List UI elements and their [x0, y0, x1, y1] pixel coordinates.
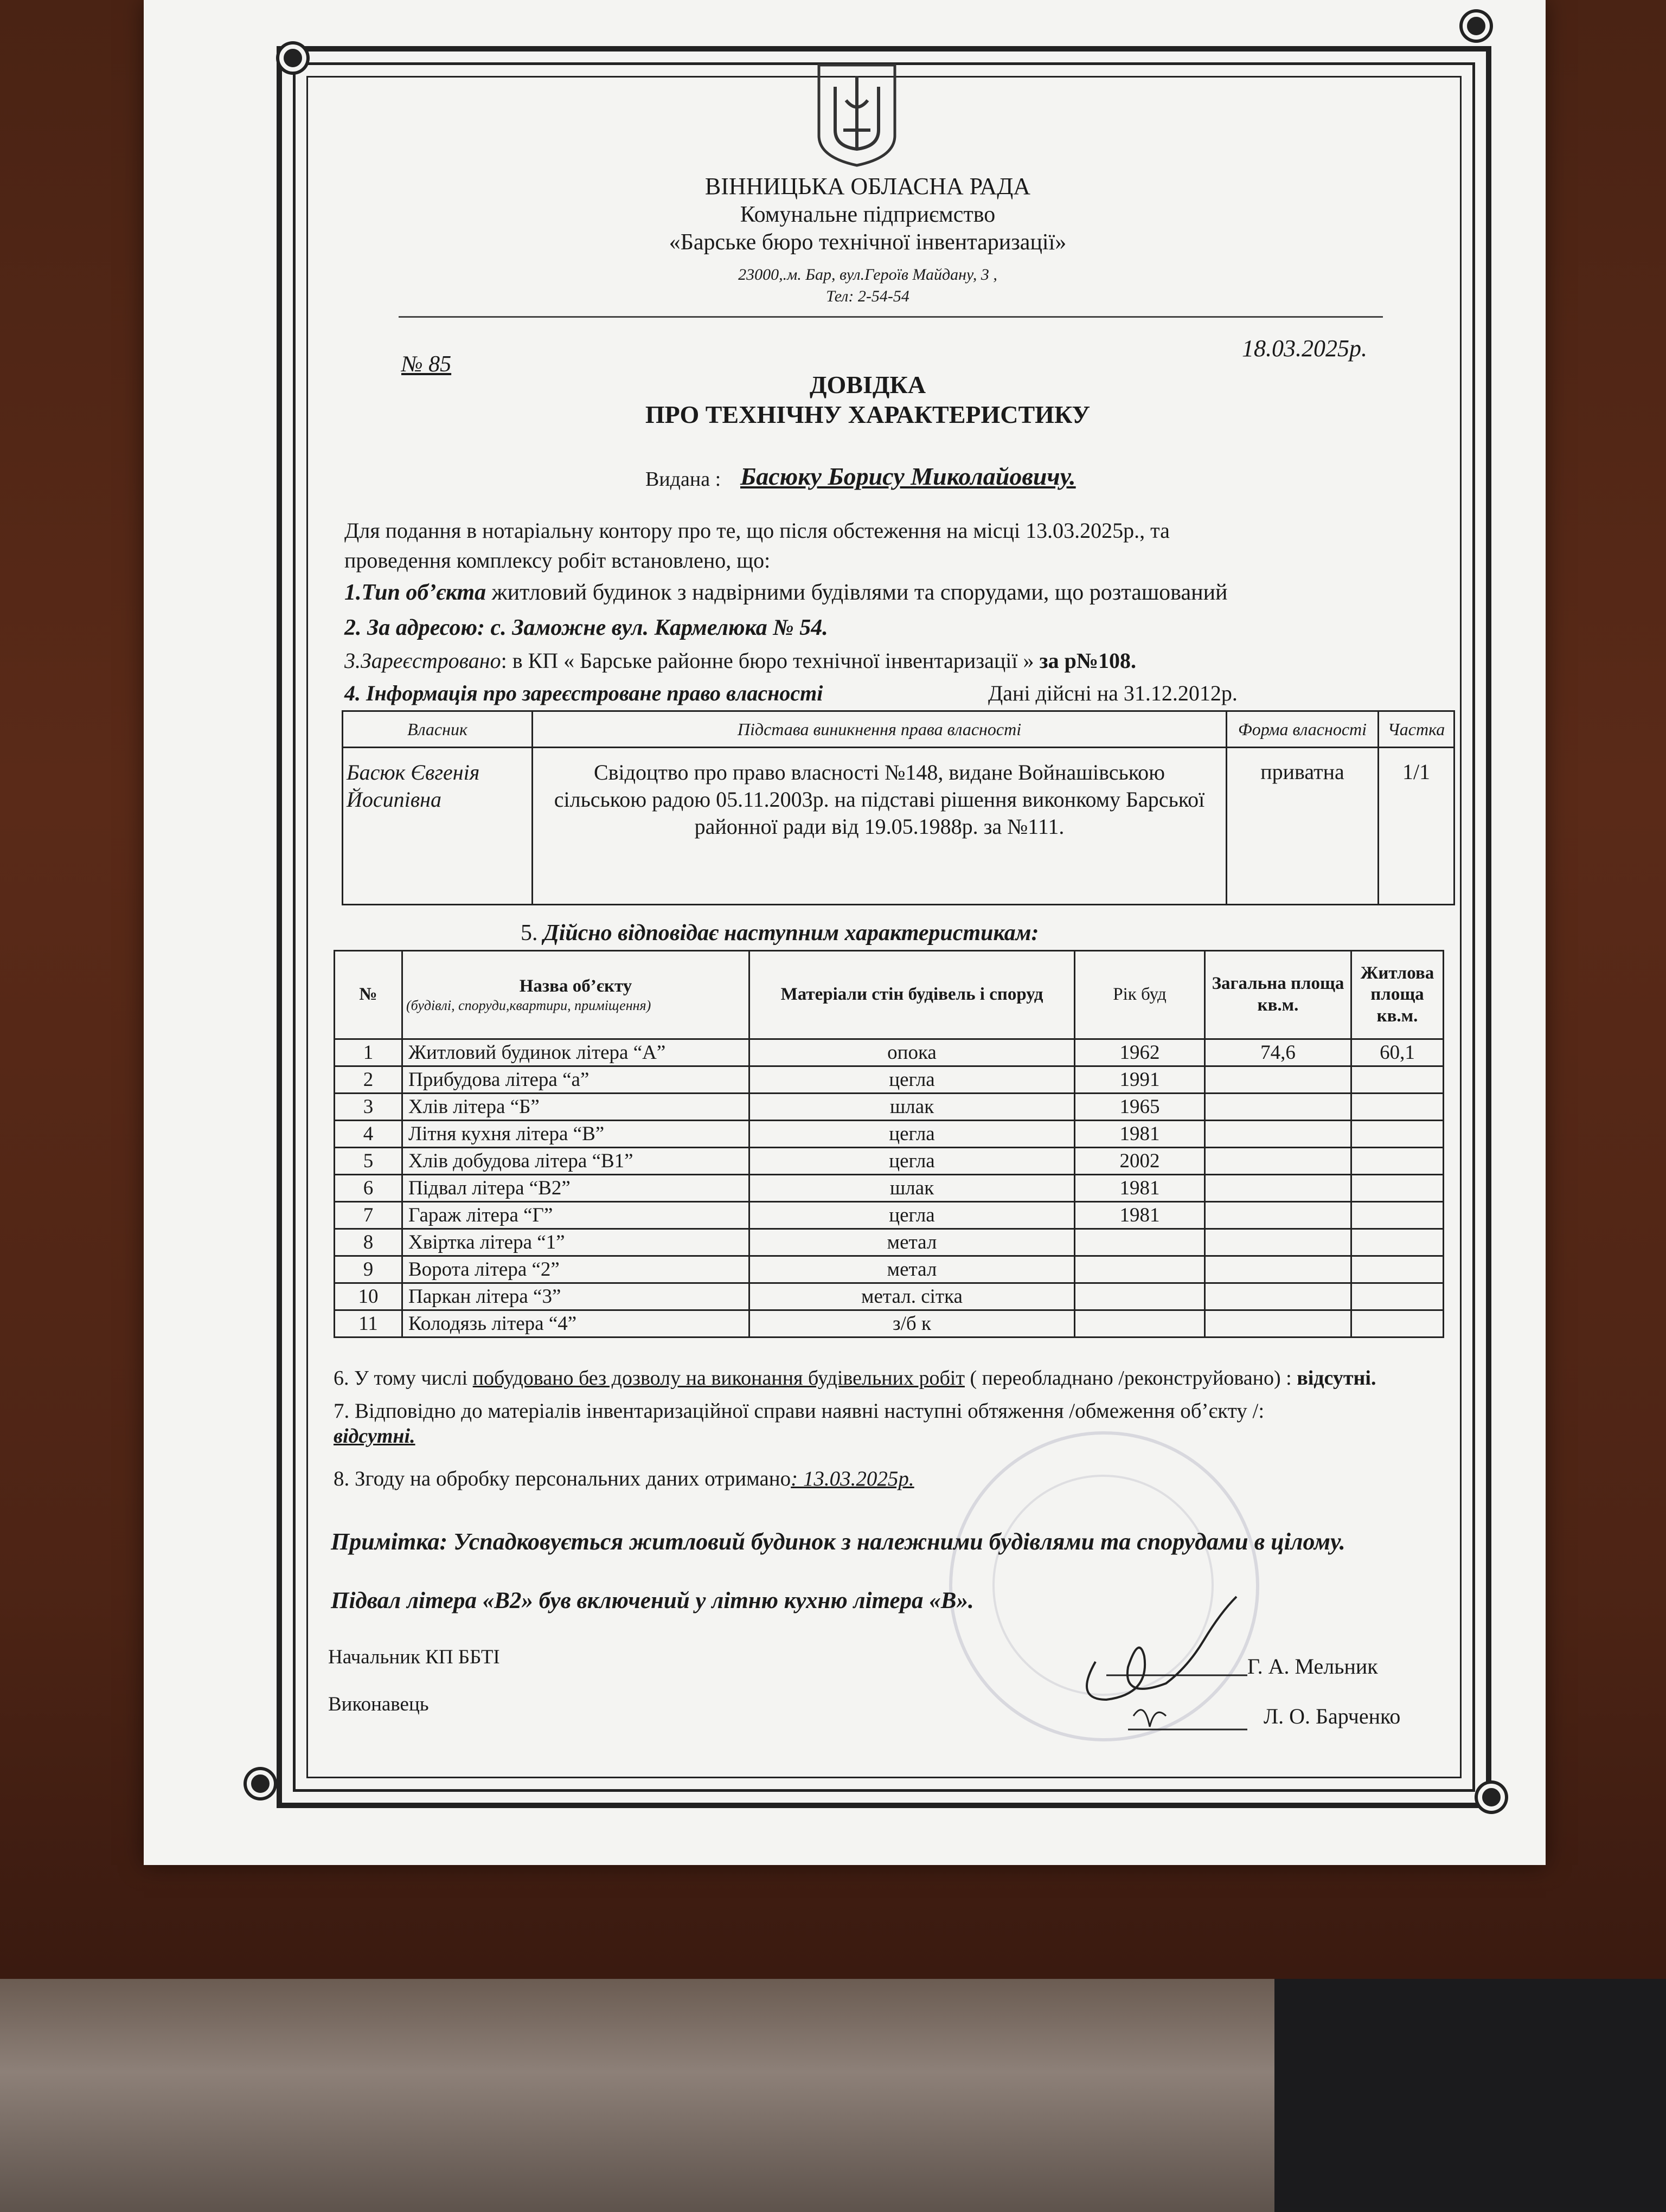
p7-value: відсутні.: [334, 1425, 415, 1448]
total-area: 74,6: [1205, 1039, 1351, 1066]
row-number: 10: [335, 1283, 402, 1310]
total-area: [1205, 1229, 1351, 1256]
note: [331, 1528, 1345, 1555]
enterprise-address: 23000,.м. Бар, вул.Героїв Майдану, 3 ,: [738, 266, 997, 284]
total-area: [1205, 1066, 1351, 1094]
ownership-header-row: [343, 711, 1454, 748]
p1-value: житловий будинок з надвірними будівлями та спорудами, що розташований: [491, 580, 1228, 605]
table-row: [335, 1039, 1444, 1066]
table-row: [335, 1148, 1444, 1175]
wall-material: метал: [749, 1229, 1075, 1256]
document-date: 18.03.2025р.: [1242, 335, 1367, 362]
frame-corner-icon: [279, 44, 306, 72]
table-row: [335, 1094, 1444, 1121]
document-title: ДОВІДКА: [809, 371, 926, 398]
wall-material: цегла: [749, 1202, 1075, 1229]
enterprise-phone: Тел: 2-54-54: [826, 287, 909, 305]
row-number: 7: [335, 1202, 402, 1229]
paragraph-8: [334, 1467, 914, 1492]
paragraph-7: 7. Відповідно до матеріалів інвентаризаційної справи наявні наступні обтяження /обмеження об’єкту /:: [334, 1399, 1265, 1423]
row-number: 1: [335, 1039, 402, 1066]
wall-material: опока: [749, 1039, 1075, 1066]
paragraph-1: [344, 579, 1228, 606]
total-area: [1205, 1310, 1351, 1338]
build-year: [1075, 1229, 1205, 1256]
document-number: № 85: [401, 352, 452, 377]
basis-header: Підстава виникнення права власності: [533, 711, 1227, 748]
wall-material: цегла: [749, 1148, 1075, 1175]
build-year: 1965: [1075, 1094, 1205, 1121]
wall-material: цегла: [749, 1121, 1075, 1148]
paragraph-3: [344, 648, 1136, 674]
document-subtitle: ПРО ТЕХНІЧНУ ХАРАКТЕРИСТИКУ: [645, 401, 1091, 428]
table-row: [335, 1066, 1444, 1094]
row-number: 3: [335, 1094, 402, 1121]
build-year: 1981: [1075, 1121, 1205, 1148]
objects-table: [334, 950, 1444, 1338]
build-year: 1981: [1075, 1202, 1205, 1229]
material-header: Матеріали стін будівель і споруд: [749, 951, 1075, 1039]
living-area: [1351, 1310, 1444, 1338]
living-area: [1351, 1175, 1444, 1202]
living-area: [1351, 1148, 1444, 1175]
frame-corner-icon: [1478, 1784, 1505, 1811]
table-row: [335, 1310, 1444, 1338]
total-area: [1205, 1202, 1351, 1229]
head-title: Начальник КП ББТІ: [328, 1646, 500, 1668]
p4-label: 4. Інформація про зареєстроване право власності: [344, 681, 823, 705]
living-area: [1351, 1283, 1444, 1310]
table-row: [335, 1229, 1444, 1256]
executor-title: Виконавець: [328, 1693, 429, 1715]
note-label: Примітка:: [331, 1528, 448, 1555]
build-year: 1981: [1075, 1175, 1205, 1202]
table-row: [335, 1283, 1444, 1310]
p3-label: 3.Зареєстровано: [344, 648, 501, 673]
table-row: [335, 1121, 1444, 1148]
wall-material: шлак: [749, 1175, 1075, 1202]
intro-line-1: Для подання в нотаріальну контору про те, що після обстеження на місці 13.03.2025р., та: [344, 518, 1170, 543]
p3-reg: за р№108.: [1039, 648, 1137, 673]
header-divider: [399, 316, 1383, 318]
object-name: Гараж літера “Г”: [402, 1202, 749, 1229]
issued-label: Видана :: [645, 468, 721, 491]
object-name: Паркан літера “3”: [402, 1283, 749, 1310]
object-name: Хлів літера “Б”: [402, 1094, 749, 1121]
total-area: [1205, 1256, 1351, 1283]
p6-post: ( переобладнано /реконструйовано) :: [970, 1367, 1292, 1390]
p6-underlined: побудовано без дозволу на виконання будівельних робіт: [472, 1367, 965, 1390]
row-number: 8: [335, 1229, 402, 1256]
name-header: [402, 951, 749, 1039]
paragraph-2: [344, 614, 828, 641]
p8-value: : 13.03.2025р.: [791, 1467, 914, 1490]
name-header-sub: (будівлі, споруди,квартири, приміщення): [406, 998, 651, 1014]
name-header-title: Назва об’єкту: [519, 976, 632, 996]
total-area: [1205, 1148, 1351, 1175]
owner-header: Власник: [343, 711, 533, 748]
object-name: Колодязь літера “4”: [402, 1310, 749, 1338]
council-name: ВІННИЦЬКА ОБЛАСНА РАДА: [704, 173, 1031, 200]
total-area-header: Загальна площа кв.м.: [1205, 951, 1351, 1039]
living-area: [1351, 1202, 1444, 1229]
paragraph-6: [334, 1366, 1376, 1391]
owner-name: Басюк Євгенія Йосипівна: [343, 748, 533, 905]
table-row: [335, 1202, 1444, 1229]
build-year: 1962: [1075, 1039, 1205, 1066]
wall-material: цегла: [749, 1066, 1075, 1094]
row-number: 9: [335, 1256, 402, 1283]
issued-to: Басюку Борису Миколайовичу.: [740, 462, 1076, 490]
living-area: [1351, 1066, 1444, 1094]
ownership-basis: Свідоцтво про право власності №148, видане Войнашівською сільською радою 05.11.2003р. на підставі рішення виконкому Барської районної ради від 19.05.1988р. за №111.: [533, 748, 1227, 905]
year-header: Рік буд: [1075, 951, 1205, 1039]
frame-corner-icon: [1463, 12, 1490, 40]
ownership-form: приватна: [1227, 748, 1379, 905]
ownership-table: [342, 710, 1455, 905]
p6-pre: 6. У тому числі: [334, 1367, 468, 1390]
living-area: 60,1: [1351, 1039, 1444, 1066]
living-area: [1351, 1121, 1444, 1148]
share-header: Частка: [1379, 711, 1454, 748]
dark-fabric: [1274, 1979, 1666, 2212]
table-row: [335, 1256, 1444, 1283]
p2-value: с. Заможне вул. Кармелюка № 54.: [490, 615, 828, 640]
p4-value: Дані дійсні на 31.12.2012р.: [988, 681, 1238, 705]
total-area: [1205, 1175, 1351, 1202]
row-number: 4: [335, 1121, 402, 1148]
object-name: Літня кухня літера “В”: [402, 1121, 749, 1148]
row-number: 11: [335, 1310, 402, 1338]
object-name: Прибудова літера “а”: [402, 1066, 749, 1094]
living-area: [1351, 1229, 1444, 1256]
table-row: [335, 1175, 1444, 1202]
note-text: Успадковується житловий будинок з належними будівлями та спорудами в цілому.: [453, 1528, 1345, 1555]
p8-pre: 8. Згоду на обробку персональних даних отримано: [334, 1467, 791, 1490]
object-name: Хвіртка літера “1”: [402, 1229, 749, 1256]
frame-corner-icon: [247, 1770, 274, 1797]
section-5-label: 5.: [521, 921, 538, 946]
coat-of-arms-icon: [813, 60, 900, 168]
signature-icon: [1063, 1575, 1258, 1743]
objects-header-row: [335, 951, 1444, 1039]
total-area: [1205, 1094, 1351, 1121]
num-header: №: [335, 951, 402, 1039]
wall-material: метал: [749, 1256, 1075, 1283]
wall-material: з/б к: [749, 1310, 1075, 1338]
total-area: [1205, 1283, 1351, 1310]
object-name: Житловий будинок літера “А”: [402, 1039, 749, 1066]
build-year: [1075, 1310, 1205, 1338]
row-number: 6: [335, 1175, 402, 1202]
ownership-row: [343, 748, 1454, 905]
enterprise-type: Комунальне підприємство: [740, 202, 996, 227]
object-name: Хлів добудова літера “В1”: [402, 1148, 749, 1175]
note-2: Підвал літера «В2» був включений у літню кухню літера «В».: [331, 1588, 974, 1613]
object-name: Підвал літера “В2”: [402, 1175, 749, 1202]
paragraph-4: [344, 680, 823, 706]
section-5: [521, 920, 1039, 946]
living-area: [1351, 1256, 1444, 1283]
build-year: 1991: [1075, 1066, 1205, 1094]
wall-material: метал. сітка: [749, 1283, 1075, 1310]
build-year: [1075, 1256, 1205, 1283]
head-name: Г. А. Мельник: [1247, 1654, 1378, 1679]
build-year: 2002: [1075, 1148, 1205, 1175]
intro-line-2: проведення комплексу робіт встановлено, що:: [344, 548, 771, 573]
total-area: [1205, 1121, 1351, 1148]
p2-label: 2. За адресою:: [344, 615, 485, 640]
enterprise-name: «Барське бюро технічної інвентаризації»: [669, 230, 1067, 255]
object-name: Ворота літера “2”: [402, 1256, 749, 1283]
row-number: 5: [335, 1148, 402, 1175]
living-area-header: Житлова площа кв.м.: [1351, 951, 1444, 1039]
living-area: [1351, 1094, 1444, 1121]
wall-material: шлак: [749, 1094, 1075, 1121]
section-5-title: Дійсно відповідає наступним характеристикам:: [543, 921, 1039, 946]
executor-name: Л. О. Барченко: [1264, 1704, 1401, 1728]
ownership-share: 1/1: [1379, 748, 1454, 905]
p3-value: : в КП « Барське районне бюро технічної інвентаризації »: [501, 648, 1034, 673]
build-year: [1075, 1283, 1205, 1310]
p6-value: відсутні.: [1297, 1367, 1376, 1390]
form-header: Форма власності: [1227, 711, 1379, 748]
p1-label: 1.Тип об’єкта: [344, 580, 486, 605]
row-number: 2: [335, 1066, 402, 1094]
